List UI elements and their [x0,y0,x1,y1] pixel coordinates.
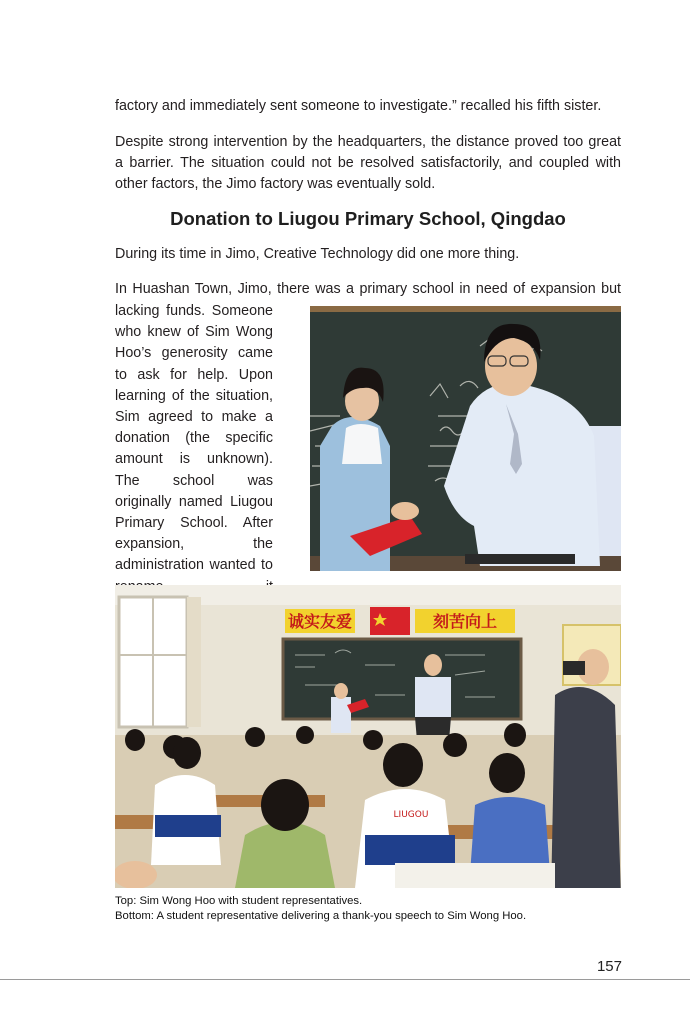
page-number: 157 [596,958,622,975]
uniform-text: LIUGOU [393,810,429,820]
banner-left-text: 诚实友爱 [287,612,353,631]
photo-classroom-speech-drawing [115,585,621,888]
paragraph-one-more-thing: During its time in Jimo, Creative Technology did one more thing. [115,246,520,262]
banner-right-text: 刻苦向上 [432,612,498,631]
caption-top: Top: Sim Wong Hoo with student representatives. [115,895,363,907]
paragraph-continued: factory and immediately sent someone to investigate.” recalled his fifth sister. [115,98,602,114]
photo-donation-handover-drawing [310,306,621,571]
paragraph-huashan-intro: In Huashan Town, Jimo, there was a primary school in need of expansion but [115,281,621,297]
section-heading: Donation to Liugou Primary School, Qingdao [170,208,566,229]
photo-caption [115,894,625,924]
photo-classroom-speech [115,585,621,888]
caption-bottom: Bottom: A student representative delivering a thank-you speech to Sim Wong Hoo. [115,910,527,922]
footer-divider [0,979,690,980]
paragraph-wrapped-text: lacking funds. Someone who knew of Sim Wong Hoo’s generosity came to ask for help. Upon learning of the situation, Sim agreed to make a donation (the specific amount is unknown). The school was originally named Liugou Primary School. After expansion, the administration wanted to [115,303,273,574]
paragraph-intervention: Despite strong intervention by the headquarters, the distance proved too great a barrier. The situation could not be resolved satisfactorily, and coupled with other factors, the Jimo factory was eventually sold. [115,134,621,192]
photo-donation-handover [310,306,621,571]
